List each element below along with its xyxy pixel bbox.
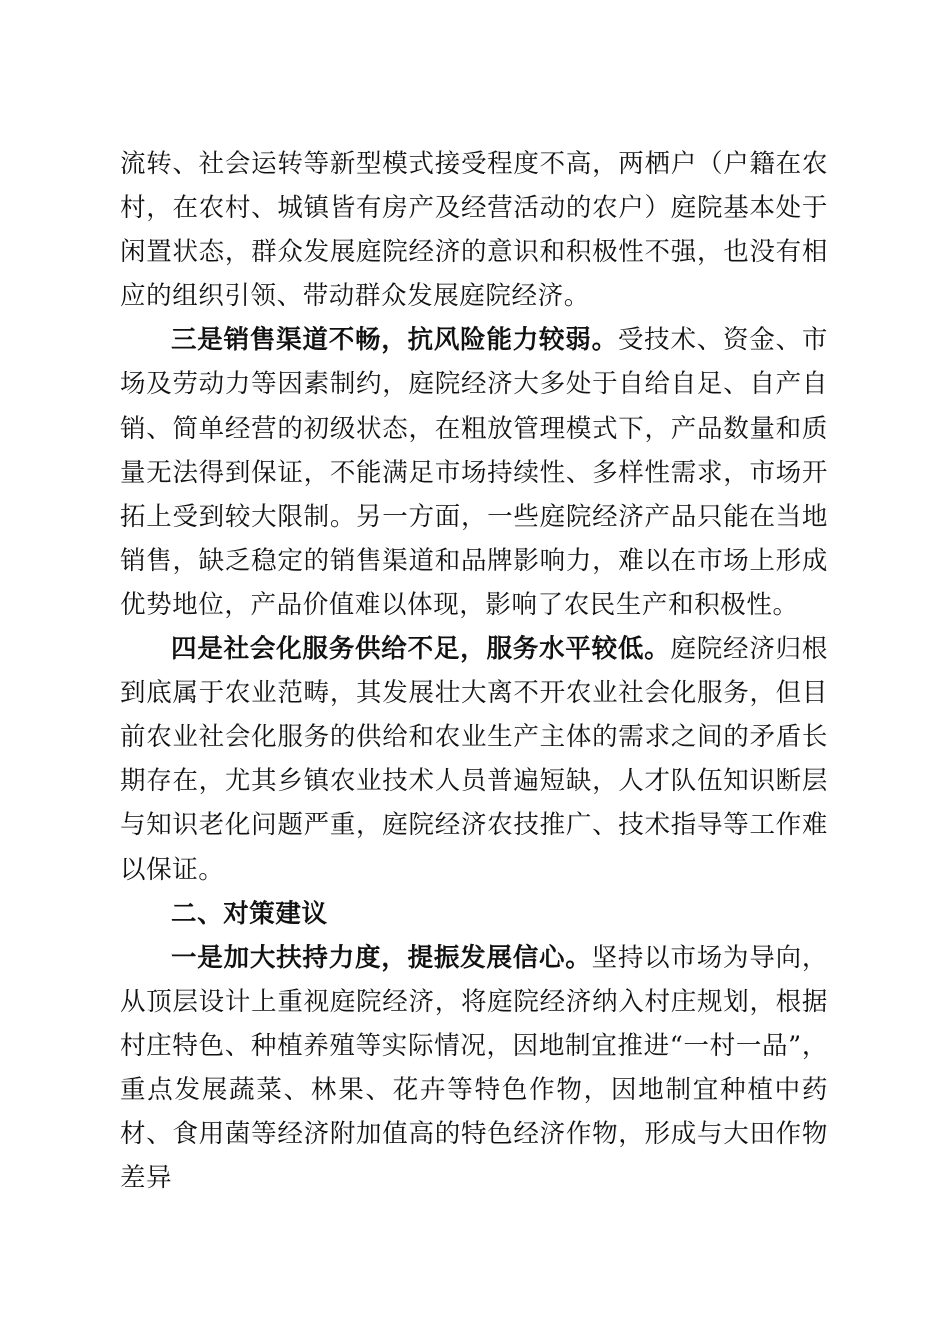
section-heading: 二、对策建议 bbox=[171, 898, 328, 929]
paragraph-lead: 三是销售渠道不畅，抗风险能力较弱。 bbox=[171, 325, 618, 356]
document-body bbox=[120, 142, 828, 1200]
paragraph-text: 受技术、资金、市场及劳动力等因素制约，庭院经济大多处于自给自足、自产自销、简单经营的初级状态，在粗放管理模式下，产品数量和质量无法得到保证，不能满足市场持续性、多样性需求，市场开拓上受到较大限制。另一方面，一些庭院经济产品只能在当地销售，缺乏稳定的销售渠道和品牌影响力，难以在市场上形成优势地位，产品价值难以体现，影响了农民生产和积极性。 bbox=[120, 325, 828, 620]
paragraph-social-services bbox=[120, 627, 828, 892]
paragraph-text: 流转、社会运转等新型模式接受程度不高，两栖户（户籍在农村，在农村、城镇皆有房产及经营活动的农户）庭院基本处于闲置状态，群众发展庭院经济的意识和积极性不强，也没有相应的组织引领、带动群众发展庭院经济。 bbox=[120, 149, 828, 312]
paragraph-lead: 一是加大扶持力度，提振发展信心。 bbox=[171, 942, 592, 973]
paragraph-text: 坚持以市场为导向，从顶层设计上重视庭院经济，将庭院经济纳入村庄规划，根据村庄特色、种植养殖等实际情况，因地制宜推进“一村一品”，重点发展蔬菜、林果、花卉等特色作物，因地制宜种植中药材、食用菌等经济附加值高的特色经济作物，形成与大田作物差异 bbox=[120, 942, 828, 1194]
paragraph-text: 庭院经济归根到底属于农业范畴，其发展壮大离不开农业社会化服务，但目前农业社会化服务的供给和农业生产主体的需求之间的矛盾长期存在，尤其乡镇农业技术人员普遍短缺，人才队伍知识断层与知识老化问题严重，庭院经济农技推广、技术指导等工作难以保证。 bbox=[120, 634, 828, 885]
paragraph-continuation bbox=[120, 142, 828, 318]
paragraph-sales-channels bbox=[120, 318, 828, 627]
paragraph-lead: 四是社会化服务供给不足，服务水平较低。 bbox=[171, 634, 671, 665]
paragraph-support bbox=[120, 936, 828, 1201]
